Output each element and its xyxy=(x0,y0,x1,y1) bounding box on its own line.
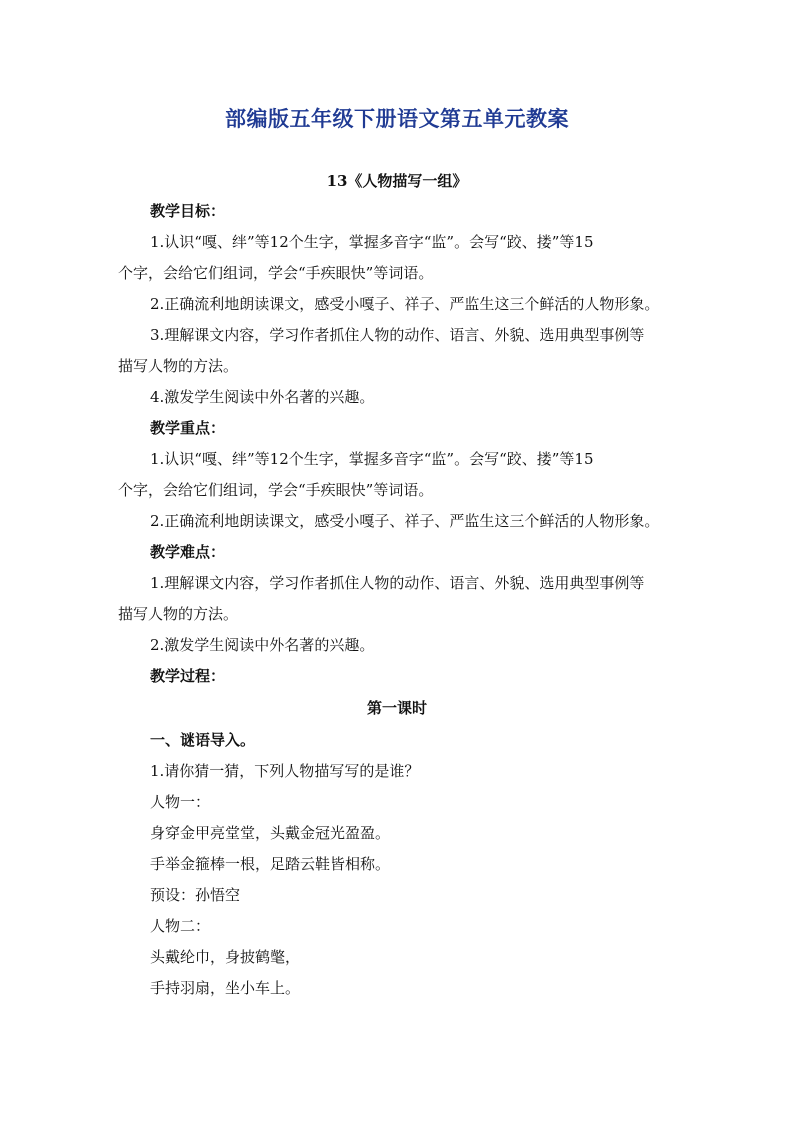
key-points-item-2: 2.正确流利地朗读课文，感受小嘎子、祥子、严监生这三个鲜活的人物形象。 xyxy=(150,512,660,530)
section-1-heading: 一、谜语导入。 xyxy=(150,731,256,749)
figure-2-label: 人物二： xyxy=(150,917,211,935)
difficulties-item-2: 2.激发学生阅读中外名著的兴趣。 xyxy=(150,636,375,654)
figure-1-label: 人物一： xyxy=(150,793,211,811)
key-points-item-1-line-1: 1.认识“嘎、绊”等12个生字，掌握多音字“监”。会写“跤、搂”等15 xyxy=(150,450,594,468)
goals-item-2: 2.正确流利地朗读课文，感受小嘎子、祥子、严监生这三个鲜活的人物形象。 xyxy=(150,295,660,313)
goals-item-4: 4.激发学生阅读中外名著的兴趣。 xyxy=(150,388,375,406)
key-points-item-1-line-2: 个字，会给它们组词，学会“手疾眼快”等词语。 xyxy=(118,481,434,499)
goals-item-1-line-1: 1.认识“嘎、绊”等12个生字，掌握多音字“监”。会写“跤、搂”等15 xyxy=(150,233,594,251)
goals-item-1-line-2: 个字，会给它们组词，学会“手疾眼快”等词语。 xyxy=(118,264,434,282)
goals-item-3-line-1: 3.理解课文内容，学习作者抓住人物的动作、语言、外貌、选用典型事例等 xyxy=(150,326,645,344)
difficulties-item-1-line-2: 描写人物的方法。 xyxy=(118,605,239,623)
question-1: 1.请你猜一猜，下列人物描写写的是谁？ xyxy=(150,762,420,780)
figure-1-line-1: 身穿金甲亮堂堂，头戴金冠光盈盈。 xyxy=(150,824,391,842)
key-points-heading: 教学重点： xyxy=(150,419,226,437)
period-title: 第一课时 xyxy=(366,699,427,717)
difficulties-heading: 教学难点： xyxy=(150,543,226,561)
figure-1-answer: 预设：孙悟空 xyxy=(150,886,241,904)
lesson-title: 13《人物描写一组》 xyxy=(326,172,468,190)
figure-2-line-2: 手持羽扇，坐小车上。 xyxy=(150,979,301,997)
process-heading: 教学过程： xyxy=(150,667,226,685)
goals-heading: 教学目标： xyxy=(150,202,226,220)
figure-1-line-2: 手举金箍棒一根，足踏云鞋皆相称。 xyxy=(150,855,391,873)
goals-item-3-line-2: 描写人物的方法。 xyxy=(118,357,239,375)
figure-2-line-1: 头戴纶巾，身披鹤氅， xyxy=(150,948,301,966)
document-title: 部编版五年级下册语文第五单元教案 xyxy=(225,107,569,131)
difficulties-item-1-line-1: 1.理解课文内容，学习作者抓住人物的动作、语言、外貌、选用典型事例等 xyxy=(150,574,645,592)
